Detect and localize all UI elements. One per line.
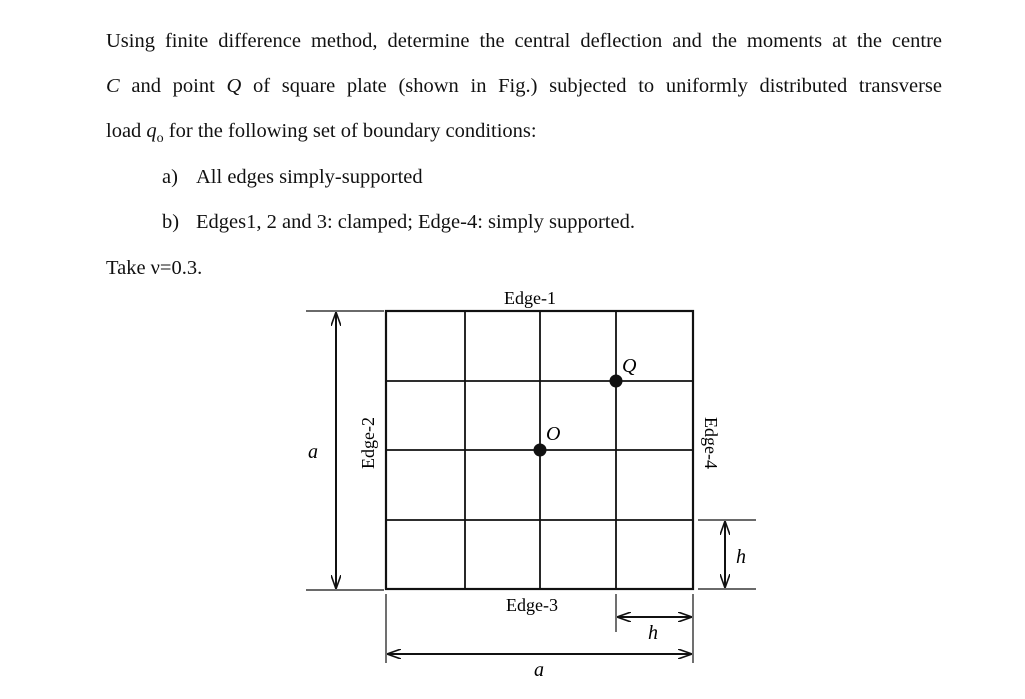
var-q-load: q — [146, 120, 157, 142]
dim-a-left-label: a — [308, 441, 318, 463]
dim-h-right-label: h — [736, 546, 746, 568]
var-c: C — [106, 75, 120, 97]
list-item-text: Edges1, 2 and 3: clamped; Edge-4: simply supported. — [196, 211, 635, 233]
list-item-text: All edges simply-supported — [196, 166, 423, 188]
var-q-subscript: o — [156, 131, 164, 147]
point-q-dot — [610, 375, 623, 388]
edge-3-label: Edge-3 — [506, 595, 558, 615]
dim-a-bottom-label: a — [534, 659, 544, 681]
take-text: Take ν=0.3. — [106, 257, 203, 279]
var-q: Q — [226, 75, 242, 97]
dim-h-bottom-label: h — [648, 622, 658, 644]
edge-1-label: Edge-1 — [504, 288, 556, 308]
point-q-label: Q — [622, 355, 637, 377]
edge-2-label: Edge-2 — [358, 417, 378, 469]
dimension-h-bottom — [616, 594, 691, 644]
problem-text-2a: and point — [119, 75, 227, 97]
problem-text-1: Using finite difference method, determine the central deflection and the moments at the centre — [106, 30, 942, 52]
list-item-label: a) — [162, 166, 178, 188]
edge-4-label: Edge-4 — [701, 417, 721, 469]
problem-text-3b: for the following set of boundary conditions: — [163, 120, 537, 142]
problem-text-2b: of square plate (shown in Fig.) subjected to uniformly distributed transverse — [241, 75, 942, 97]
dimension-h-right — [698, 520, 756, 589]
point-o-dot — [534, 444, 547, 457]
point-o-label: O — [546, 423, 561, 445]
problem-text-3a: load — [106, 120, 147, 142]
list-item-label: b) — [162, 211, 180, 233]
